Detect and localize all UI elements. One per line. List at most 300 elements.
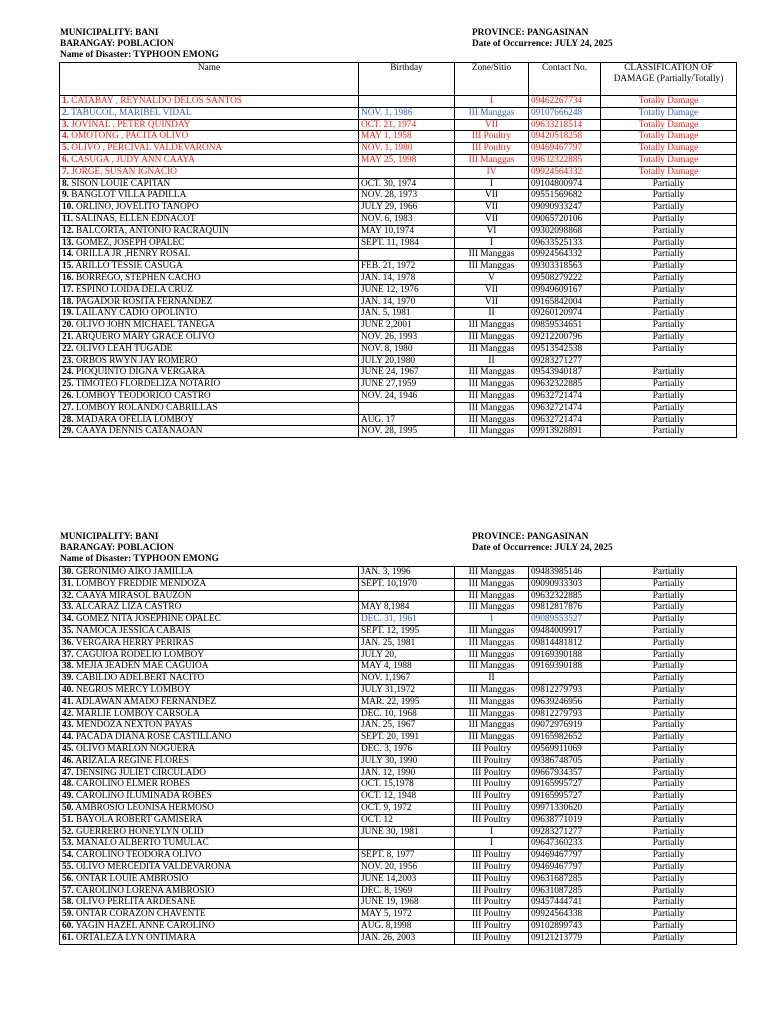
birthday-cell: JUNE 27,1959	[359, 379, 455, 391]
person-name: MENDOZA NEXTON PAYAS	[73, 720, 193, 731]
col-birthday-header: Birthday	[359, 63, 455, 96]
zone-cell: I	[455, 178, 529, 190]
contact-cell: 09302098868	[529, 225, 601, 237]
row-number: 8.	[62, 178, 69, 189]
row-number: 13.	[62, 237, 74, 248]
contact-cell: 09631087285	[529, 885, 601, 897]
name-cell	[60, 873, 359, 885]
classification-cell: Partially	[601, 885, 737, 897]
contact-cell: 09165842004	[529, 296, 601, 308]
classification-cell: Partially	[601, 625, 737, 637]
table-row	[60, 873, 737, 885]
person-name: PIOQUINTO DIGNA VERGARA	[73, 367, 206, 378]
row-number: 51.	[62, 814, 74, 825]
row-number: 40.	[62, 684, 74, 695]
classification-cell: Partially	[601, 684, 737, 696]
zone-cell: III Poultry	[455, 814, 529, 826]
person-name: TABUCOL, MARIBEL VIDAL	[68, 107, 192, 118]
birthday-cell: OCT. 12, 1948	[359, 791, 455, 803]
contact-cell: 09089553527	[529, 614, 601, 626]
contact-cell: 09169390188	[529, 649, 601, 661]
contact-cell	[529, 673, 601, 685]
person-name: GUERRERO HONEYLYN OLID	[73, 826, 204, 837]
classification-cell: Totally Damage	[601, 154, 737, 166]
birthday-cell: JUNE 30, 1981	[359, 826, 455, 838]
person-name: ONTAR LOUIE AMBROSIO	[73, 873, 189, 884]
row-number: 24.	[62, 367, 74, 378]
name-cell	[60, 897, 359, 909]
table-row	[60, 590, 737, 602]
person-name: SALINAS, ELLEN EDNACOT	[73, 213, 196, 224]
person-name: LOMBOY FREDDIE MENDOZA	[73, 578, 207, 589]
name-cell	[60, 414, 359, 426]
classification-cell: Partially	[601, 272, 737, 284]
person-name: JOVINAL , PETER QUINDAY	[68, 119, 191, 130]
person-name: ARIZALA REGINE FLORES	[73, 755, 190, 766]
classification-cell: Partially	[601, 190, 737, 202]
row-number: 4.	[62, 131, 69, 142]
classification-cell: Partially	[601, 578, 737, 590]
classification-cell: Totally Damage	[601, 166, 737, 178]
birthday-cell: OCT. 30, 1974	[359, 178, 455, 190]
classification-cell: Partially	[601, 861, 737, 873]
zone-cell: III Manggas	[455, 590, 529, 602]
zone-cell: III Manggas	[455, 414, 529, 426]
name-cell	[60, 625, 359, 637]
name-cell	[60, 696, 359, 708]
table-row	[60, 390, 737, 402]
name-cell	[60, 237, 359, 249]
zone-cell: I	[455, 237, 529, 249]
name-cell	[60, 755, 359, 767]
zone-cell: VII	[455, 202, 529, 214]
person-name: OLIVO , PERCIVAL VALDEVARONA	[68, 143, 223, 154]
person-name: ARQUERO MARY GRACE OLIVO	[73, 331, 215, 342]
classification-cell: Totally Damage	[601, 96, 737, 108]
table-row	[60, 814, 737, 826]
row-number: 50.	[62, 802, 74, 813]
person-name: CAAYA MIRASOL BAUZON	[73, 590, 192, 601]
contact-cell: 09104800974	[529, 178, 601, 190]
zone-cell: III Poultry	[455, 131, 529, 143]
birthday-cell: JAN. 14, 1970	[359, 296, 455, 308]
name-cell	[60, 296, 359, 308]
row-number: 60.	[62, 920, 74, 931]
row-number: 54.	[62, 850, 74, 861]
table-row	[60, 343, 737, 355]
contact-cell: 09913928891	[529, 426, 601, 438]
classification-cell: Totally Damage	[601, 119, 737, 131]
birthday-cell	[359, 96, 455, 108]
classification-cell: Totally Damage	[601, 131, 737, 143]
row-number: 33.	[62, 602, 74, 613]
name-cell	[60, 838, 359, 850]
birthday-cell	[359, 402, 455, 414]
contact-cell: 09631687285	[529, 873, 601, 885]
name-cell	[60, 154, 359, 166]
classification-cell: Partially	[601, 296, 737, 308]
table-row	[60, 96, 737, 108]
person-name: CATABAY , REYNALDO DELOS SANTOS	[68, 96, 242, 106]
name-cell	[60, 791, 359, 803]
name-cell	[60, 661, 359, 673]
birthday-cell: OCT. 12	[359, 814, 455, 826]
row-number: 41.	[62, 696, 74, 707]
contact-cell: 09812279793	[529, 684, 601, 696]
zone-cell: VII	[455, 213, 529, 225]
zone-cell: III Manggas	[455, 661, 529, 673]
person-name: ORILLA JR ,HENRY ROSAL	[73, 249, 191, 260]
row-number: 28.	[62, 414, 74, 425]
classification-cell: Partially	[601, 426, 737, 438]
table-row	[60, 838, 737, 850]
birthday-cell: SEPT. 12, 1995	[359, 625, 455, 637]
zone-cell: III Manggas	[455, 602, 529, 614]
contact-cell: 09633525133	[529, 237, 601, 249]
contact-cell: 09569911069	[529, 743, 601, 755]
zone-cell: III Manggas	[455, 732, 529, 744]
row-number: 15.	[62, 261, 74, 272]
classification-cell: Partially	[601, 331, 737, 343]
contact-cell: 09632721474	[529, 402, 601, 414]
classification-cell: Partially	[601, 838, 737, 850]
classification-cell: Partially	[601, 673, 737, 685]
contact-cell: 09639246956	[529, 696, 601, 708]
table-row	[60, 661, 737, 673]
classification-cell: Partially	[601, 402, 737, 414]
date-label: Date of Occurrence: JULY 24, 2025	[472, 39, 613, 49]
row-number: 26.	[62, 390, 74, 401]
birthday-cell: NOV. 28, 1973	[359, 190, 455, 202]
person-name: BANGLOT VILLA PADILLA	[68, 190, 187, 201]
zone-cell: III Manggas	[455, 708, 529, 720]
person-name: BALCORTA, ANTONIO RACRAQUIN	[73, 225, 229, 236]
person-name: CABILDO ADELBERT NACITO	[73, 673, 205, 684]
name-cell	[60, 743, 359, 755]
zone-cell: III Manggas	[455, 684, 529, 696]
date-label: Date of Occurrence: JULY 24, 2025	[472, 543, 613, 553]
table-row	[60, 625, 737, 637]
person-name: OMOTONG , PACITA OLIVO	[68, 131, 189, 142]
name-cell	[60, 814, 359, 826]
zone-cell: I	[455, 838, 529, 850]
province-label: PROVINCE: PANGASINAN	[472, 532, 589, 542]
person-name: PACADA DIANA ROSE CASTILLANO	[73, 732, 232, 743]
table-row	[60, 743, 737, 755]
row-number: 44.	[62, 732, 74, 743]
contact-cell: 09102899743	[529, 920, 601, 932]
zone-cell: III Poultry	[455, 861, 529, 873]
col-classification-header: CLASSIFICATION OF DAMAGE (Partially/Totally)	[601, 63, 737, 96]
birthday-cell: NOV. 1,1967	[359, 673, 455, 685]
name-cell	[60, 131, 359, 143]
row-number: 46.	[62, 755, 74, 766]
contact-cell: 09260120974	[529, 308, 601, 320]
birthday-cell: SEPT. 20, 1991	[359, 732, 455, 744]
name-cell	[60, 107, 359, 119]
name-cell	[60, 143, 359, 155]
contact-cell: 09165982652	[529, 732, 601, 744]
birthday-cell: FEB. 21, 1972	[359, 261, 455, 273]
birthday-cell: NOV. 1, 1986	[359, 107, 455, 119]
classification-cell: Partially	[601, 414, 737, 426]
name-cell	[60, 767, 359, 779]
row-number: 52.	[62, 826, 74, 837]
contact-cell: 09924564338	[529, 909, 601, 921]
birthday-cell	[359, 166, 455, 178]
contact-cell: 09551569682	[529, 190, 601, 202]
contact-cell: 09667934357	[529, 767, 601, 779]
contact-cell: 09283271277	[529, 355, 601, 367]
name-cell	[60, 614, 359, 626]
zone-cell: III Poultry	[455, 743, 529, 755]
barangay-label: BARANGAY: POBLACION	[60, 543, 174, 553]
row-number: 1.	[62, 96, 69, 106]
birthday-cell: DEC. 31, 1961	[359, 614, 455, 626]
name-cell	[60, 850, 359, 862]
name-cell	[60, 178, 359, 190]
classification-cell: Partially	[601, 379, 737, 391]
row-number: 10.	[62, 202, 74, 213]
table-row	[60, 166, 737, 178]
zone-cell: III Manggas	[455, 402, 529, 414]
contact-cell: 09090933303	[529, 578, 601, 590]
birthday-cell: NOV. 28, 1995	[359, 426, 455, 438]
municipality-label: MUNICIPALITY: BANI	[60, 28, 159, 38]
name-cell	[60, 390, 359, 402]
person-name: CAROLINO TEODORA OLIVO	[73, 850, 202, 861]
classification-cell: Partially	[601, 237, 737, 249]
person-name: LAILANY CADIO OPOLINTO	[73, 308, 198, 319]
zone-cell: III Manggas	[455, 107, 529, 119]
birthday-cell	[359, 590, 455, 602]
contact-cell: 09462267734	[529, 96, 601, 108]
row-number: 21.	[62, 331, 74, 342]
row-number: 61.	[62, 932, 74, 943]
table-row	[60, 755, 737, 767]
classification-cell: Partially	[601, 720, 737, 732]
name-cell	[60, 649, 359, 661]
classification-cell: Partially	[601, 649, 737, 661]
classification-cell: Partially	[601, 308, 737, 320]
birthday-cell: SEPT. 8, 1977	[359, 850, 455, 862]
table-row	[60, 637, 737, 649]
table-row	[60, 720, 737, 732]
table-row	[60, 826, 737, 838]
contact-cell: 09090933247	[529, 202, 601, 214]
classification-cell: Partially	[601, 920, 737, 932]
birthday-cell: AUG. 17	[359, 414, 455, 426]
person-name: GOMEZ NITA JOSEPHINE OPALEC	[73, 614, 221, 625]
classification-cell: Partially	[601, 814, 737, 826]
table-row	[60, 909, 737, 921]
zone-cell: I	[455, 614, 529, 626]
birthday-cell: OCT. 15,1978	[359, 779, 455, 791]
row-number: 39.	[62, 673, 74, 684]
person-name: MANALO ALBERTO TUMULAC	[73, 838, 209, 849]
zone-cell: I	[455, 826, 529, 838]
table-row	[60, 213, 737, 225]
contact-cell: 09483985146	[529, 567, 601, 579]
table-row	[60, 107, 737, 119]
table-row	[60, 767, 737, 779]
zone-cell: VII	[455, 190, 529, 202]
person-name: ONTAR CORAZON CHAVENTE	[73, 909, 206, 920]
row-number: 57.	[62, 885, 74, 896]
classification-cell: Partially	[601, 390, 737, 402]
table-row	[60, 178, 737, 190]
classification-cell: Partially	[601, 791, 737, 803]
person-name: SISON LOUIE CAPITAN	[68, 178, 171, 189]
row-number: 2.	[62, 107, 69, 118]
name-cell	[60, 402, 359, 414]
row-number: 34.	[62, 614, 74, 625]
row-number: 3.	[62, 119, 69, 130]
person-name: AMBROSIO LEONISA HERMOSO	[73, 802, 214, 813]
zone-cell: III Manggas	[455, 379, 529, 391]
person-name: CAROLINO ELMER ROBES	[73, 779, 191, 790]
zone-cell: VII	[455, 119, 529, 131]
zone-cell: VI	[455, 225, 529, 237]
person-name: DENSING JULIET CIRCULADO	[73, 767, 206, 778]
classification-cell: Partially	[601, 614, 737, 626]
birthday-cell: SEPT. 10,1970	[359, 578, 455, 590]
contact-cell: 09812817876	[529, 602, 601, 614]
zone-cell: III Manggas	[455, 249, 529, 261]
row-number: 53.	[62, 838, 74, 849]
row-number: 32.	[62, 590, 74, 601]
name-cell	[60, 331, 359, 343]
table-row	[60, 779, 737, 791]
row-number: 7.	[62, 166, 69, 177]
zone-cell: III Manggas	[455, 426, 529, 438]
name-cell	[60, 826, 359, 838]
row-number: 30.	[62, 567, 74, 577]
row-number: 9.	[62, 190, 69, 201]
table-header-row	[60, 63, 737, 96]
person-name: LOMBOY TEODORICO CASTRO	[73, 390, 211, 401]
table-row	[60, 143, 737, 155]
birthday-cell: DEC. 8, 1969	[359, 885, 455, 897]
contact-cell: 09924564332	[529, 249, 601, 261]
barangay-label: BARANGAY: POBLACION	[60, 39, 174, 49]
name-cell	[60, 284, 359, 296]
person-name: CAROLINO ILUMINADA ROBES	[73, 791, 212, 802]
birthday-cell: JUNE 24, 1967	[359, 367, 455, 379]
person-name: ORBOS RWYN JAY ROMERO	[73, 355, 198, 366]
person-name: CAROLINO LORENA AMBROSIO	[73, 885, 215, 896]
table-row	[60, 225, 737, 237]
contact-cell: 09632322885	[529, 154, 601, 166]
zone-cell: III Manggas	[455, 696, 529, 708]
row-number: 35.	[62, 625, 74, 636]
contact-cell: 09212200796	[529, 331, 601, 343]
contact-cell: 09859534651	[529, 320, 601, 332]
table-row	[60, 732, 737, 744]
row-number: 48.	[62, 779, 74, 790]
row-number: 49.	[62, 791, 74, 802]
classification-cell: Partially	[601, 637, 737, 649]
person-name: GERONIMO AIKO JAMILLA	[73, 567, 194, 577]
contact-cell: 09632322885	[529, 379, 601, 391]
table-row	[60, 402, 737, 414]
row-number: 43.	[62, 720, 74, 731]
person-name: OLIVO MARLON NOGUERA	[73, 743, 196, 754]
classification-cell: Partially	[601, 661, 737, 673]
name-cell	[60, 602, 359, 614]
contact-cell: 09065720106	[529, 213, 601, 225]
row-number: 45.	[62, 743, 74, 754]
zone-cell: II	[455, 673, 529, 685]
zone-cell: I	[455, 96, 529, 108]
contact-cell: 09971330620	[529, 802, 601, 814]
zone-cell: III Poultry	[455, 791, 529, 803]
person-name: BAYOLA ROBERT GAMISERA	[73, 814, 203, 825]
table-row	[60, 202, 737, 214]
birthday-cell: NOV. 26, 1993	[359, 331, 455, 343]
person-name: MARLIE LOMBOY CARSOLA	[73, 708, 200, 719]
name-cell	[60, 578, 359, 590]
contact-cell: 09469467797	[529, 850, 601, 862]
row-number: 19.	[62, 308, 74, 319]
zone-cell: III Poultry	[455, 909, 529, 921]
classification-cell: Partially	[601, 320, 737, 332]
zone-cell: III Manggas	[455, 625, 529, 637]
contact-cell: 09543940187	[529, 367, 601, 379]
person-name: YAGIN HAZEL ANNE CAROLINO	[73, 920, 215, 931]
zone-cell: VII	[455, 284, 529, 296]
contact-cell: 09165995727	[529, 791, 601, 803]
classification-cell: Partially	[601, 590, 737, 602]
birthday-cell: OCT. 21, 1974	[359, 119, 455, 131]
contact-cell: 09386748705	[529, 755, 601, 767]
row-number: 36.	[62, 637, 74, 648]
classification-cell: Partially	[601, 567, 737, 579]
row-number: 58.	[62, 897, 74, 908]
contact-cell: 09647360233	[529, 838, 601, 850]
table-row	[60, 261, 737, 273]
birthday-cell: JAN. 25, 1981	[359, 637, 455, 649]
table-body-2	[60, 567, 737, 945]
classification-cell: Partially	[601, 909, 737, 921]
col-contact-header: Contact No.	[529, 63, 601, 96]
birthday-cell: NOV. 24, 1946	[359, 390, 455, 402]
classification-cell: Partially	[601, 367, 737, 379]
birthday-cell: DEC. 3, 1976	[359, 743, 455, 755]
damage-table-2	[59, 566, 737, 945]
table-row	[60, 791, 737, 803]
birthday-cell: DEC. 10, 1968	[359, 708, 455, 720]
zone-cell: VII	[455, 296, 529, 308]
zone-cell: V	[455, 272, 529, 284]
birthday-cell: JAN. 3, 1996	[359, 567, 455, 579]
classification-cell: Partially	[601, 732, 737, 744]
name-cell	[60, 119, 359, 131]
document-header	[59, 532, 736, 566]
classification-cell: Partially	[601, 755, 737, 767]
contact-cell: 09420518258	[529, 131, 601, 143]
person-name: NEGROS MERCY LOMBOY	[73, 684, 191, 695]
zone-cell: III Poultry	[455, 920, 529, 932]
row-number: 47.	[62, 767, 74, 778]
contact-cell: 09121213779	[529, 932, 601, 944]
zone-cell: III Manggas	[455, 154, 529, 166]
table-row	[60, 920, 737, 932]
zone-cell: III Manggas	[455, 390, 529, 402]
name-cell	[60, 190, 359, 202]
table-row	[60, 614, 737, 626]
person-name: ESPINO LOIDA DELA CRUZ	[73, 284, 193, 295]
